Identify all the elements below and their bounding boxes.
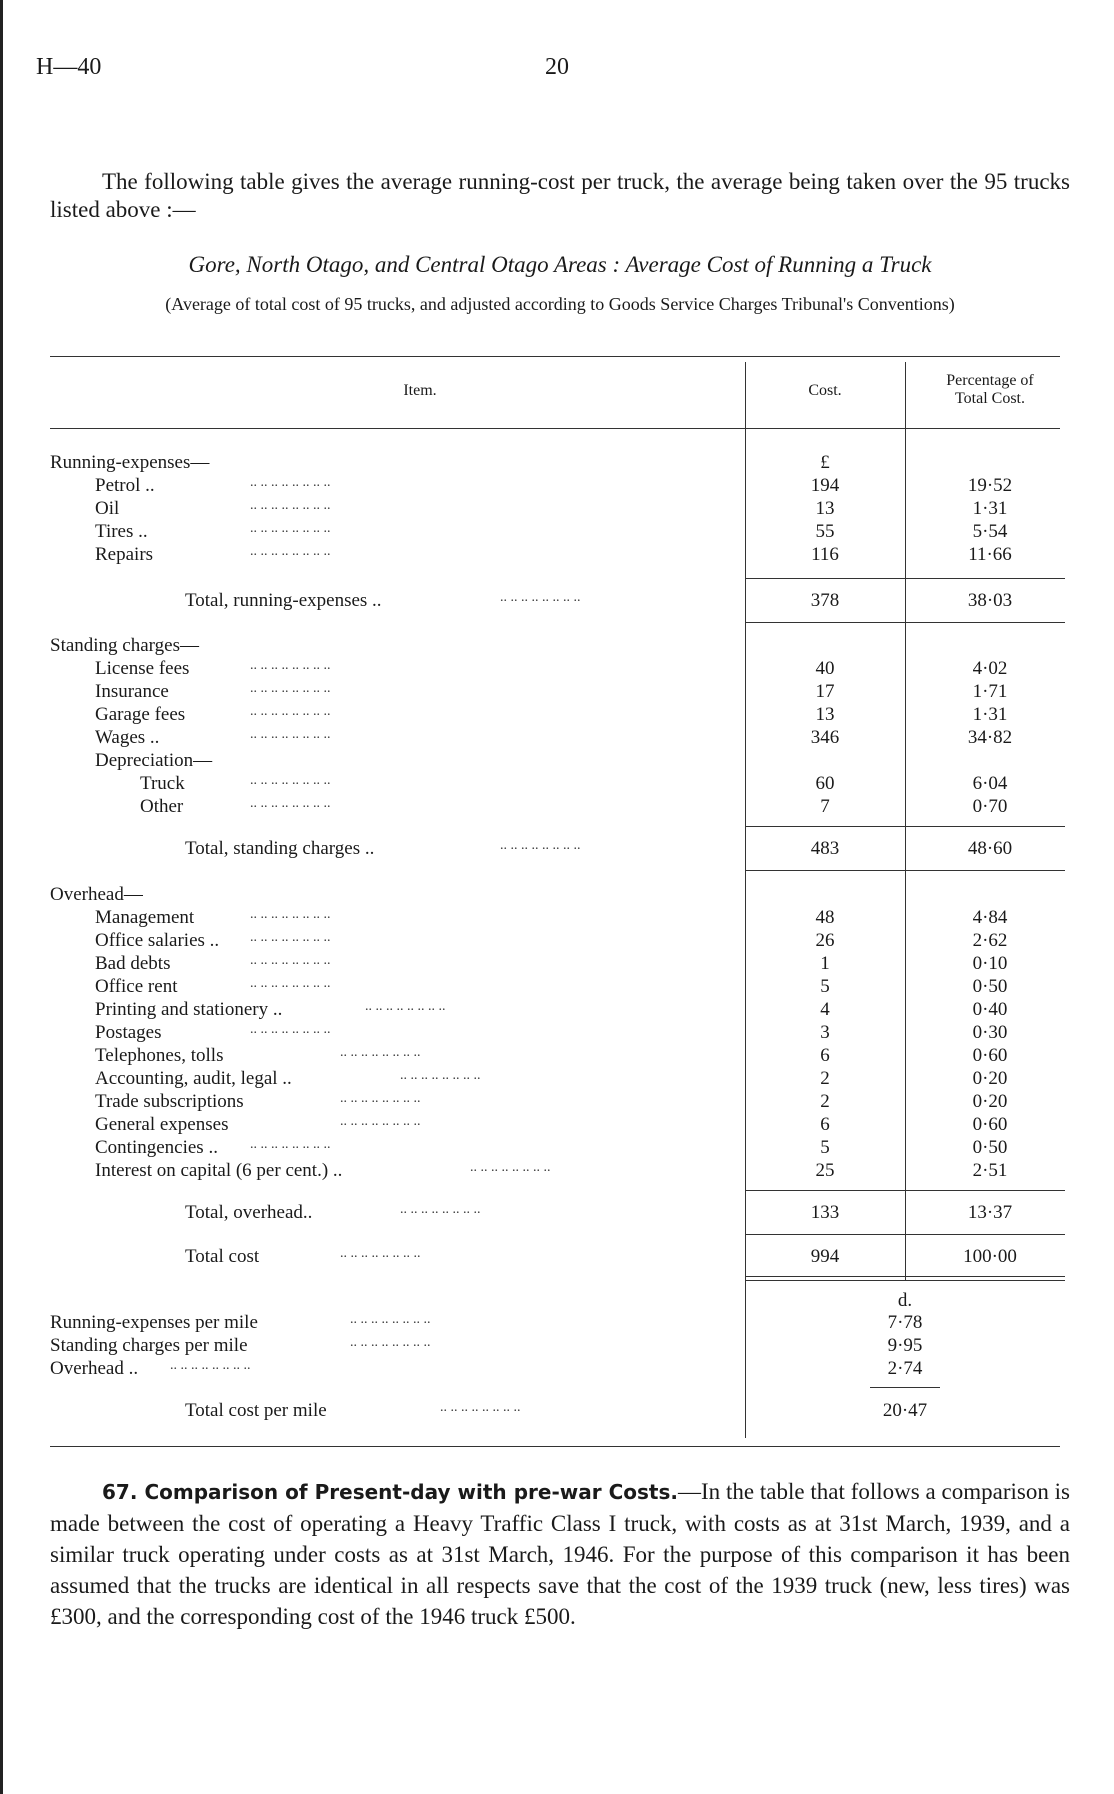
table-bottom-rule [50, 1446, 1060, 1447]
row-cost: 1 [820, 953, 830, 974]
row-cost: 2 [820, 1068, 830, 1089]
row-item: Accounting, audit, legal .. [95, 1068, 292, 1089]
row-pct: 1·71 [972, 681, 1008, 702]
leader-dots: .. .. .. .. .. .. .. .. [250, 953, 331, 968]
grand-total-rule-2 [745, 1280, 1065, 1281]
row-item: Garage fees [95, 704, 186, 725]
section-67-body: —In the table that follows a comparison is made between the cost of operating a Heavy Traffic Class I truck, with costs as at 31st March, 1939, and a similar truck operating under costs as at 31st March, 1946. For the purpose of this comparison it has been assumed that the trucks are identical in all respects save that the cost of the 1939 truck (new, less tires) was £300, and the corresponding cost of the 1946 truck £500. [50, 1479, 1070, 1629]
total-cost: 378 [810, 590, 840, 611]
page-number: 20 [545, 54, 569, 80]
row-pct: 0·60 [972, 1114, 1008, 1135]
row-item: Office salaries .. [95, 930, 220, 951]
per-mile-total: 20·47 [882, 1400, 928, 1421]
leader-dots: .. .. .. .. .. .. .. .. [470, 1160, 551, 1175]
subtotal-rule [745, 826, 1065, 827]
leader-dots: .. .. .. .. .. .. .. .. [250, 727, 331, 742]
table-row [0, 1068, 1114, 1090]
leader-dots: .. .. .. .. .. .. .. .. [365, 999, 446, 1014]
table-row [0, 796, 1114, 818]
cost-column-header: Cost. [808, 382, 842, 399]
leader-dots: .. .. .. .. .. .. .. .. [250, 681, 331, 696]
pct-column-header [905, 372, 1075, 408]
row-cost: 116 [811, 544, 839, 565]
row-item: General expenses [95, 1114, 229, 1135]
row-item: Office rent [95, 976, 178, 997]
table-row [0, 1091, 1114, 1113]
leader-dots: .. .. .. .. .. .. .. .. [250, 475, 331, 490]
table-row [0, 1045, 1114, 1067]
table-row [0, 930, 1114, 952]
table-row [0, 1022, 1114, 1044]
leader-dots: .. .. .. .. .. .. .. .. [250, 658, 331, 673]
row-pct: 4·84 [972, 907, 1008, 928]
table-row [0, 907, 1114, 929]
leader-dots: .. .. .. .. .. .. .. .. [500, 838, 581, 853]
table-row [0, 953, 1114, 975]
leader-dots: .. .. .. .. .. .. .. .. [350, 1312, 431, 1327]
subtotal-rule [745, 622, 1065, 623]
row-pct: 4·02 [972, 658, 1008, 679]
leader-dots: .. .. .. .. .. .. .. .. [340, 1114, 421, 1129]
row-pct: 2·62 [972, 930, 1008, 951]
row-item: Running-expenses per mile [50, 1312, 258, 1333]
per-mile-unit-row [0, 1290, 1114, 1312]
overhead-total-row [0, 1202, 1114, 1224]
row-item: Telephones, tolls [95, 1045, 224, 1066]
row-pct: 34·82 [967, 727, 1013, 748]
leader-dots: .. .. .. .. .. .. .. .. [250, 544, 331, 559]
table-row [0, 521, 1114, 543]
section-67-paragraph [50, 1476, 1070, 1632]
row-cost: 346 [810, 727, 840, 748]
row-item: Repairs [95, 544, 154, 565]
row-pct: 0·50 [972, 976, 1008, 997]
table-row [0, 773, 1114, 795]
overhead-heading-row [0, 884, 1114, 906]
leader-dots: .. .. .. .. .. .. .. .. [400, 1068, 481, 1083]
row-item: Overhead .. [50, 1358, 139, 1379]
currency-symbol: £ [820, 452, 830, 473]
row-item: Other [140, 796, 184, 817]
table-row [0, 1160, 1114, 1182]
leader-dots: .. .. .. .. .. .. .. .. [250, 1022, 331, 1037]
table-row [0, 1137, 1114, 1159]
row-item: Printing and stationery .. [95, 999, 283, 1020]
row-pct: 0·30 [972, 1022, 1008, 1043]
total-cost: 133 [810, 1202, 840, 1223]
subtotal-rule [745, 1234, 1065, 1235]
row-cost: 4 [820, 999, 830, 1020]
subtotal-rule [745, 870, 1065, 871]
row-pct: 0·20 [972, 1091, 1008, 1112]
grand-total-pct: 100·00 [963, 1246, 1017, 1267]
row-cost: 6 [820, 1045, 830, 1066]
leader-dots: .. .. .. .. .. .. .. .. [500, 590, 581, 605]
item-column-header: Item. [403, 382, 437, 399]
row-item: Standing charges per mile [50, 1335, 248, 1356]
row-pct: 0·70 [972, 796, 1008, 817]
per-mile-value: 9·95 [887, 1335, 923, 1356]
leader-dots: .. .. .. .. .. .. .. .. [250, 930, 331, 945]
running-heading: Running-expenses— [50, 452, 210, 473]
header-bottom-rule [50, 428, 1060, 429]
row-item: Postages [95, 1022, 162, 1043]
pct-header-line2: Total Cost. [955, 390, 1025, 407]
row-item: Oil [95, 498, 120, 519]
per-mile-row [0, 1335, 1114, 1357]
grand-total-row [0, 1246, 1114, 1268]
depreciation-heading-row [0, 750, 1114, 772]
table-subtitle: (Average of total cost of 95 trucks, and adjusted according to Goods Service Charges Tribunal's Conventions) [165, 294, 955, 314]
leader-dots: .. .. .. .. .. .. .. .. [340, 1091, 421, 1106]
leader-dots: .. .. .. .. .. .. .. .. [250, 1137, 331, 1152]
per-mile-value: 7·78 [887, 1312, 923, 1333]
row-cost: 194 [810, 475, 840, 496]
total-pct: 48·60 [967, 838, 1013, 859]
leader-dots: .. .. .. .. .. .. .. .. [250, 907, 331, 922]
row-cost: 60 [815, 773, 835, 794]
row-pct: 6·04 [972, 773, 1008, 794]
row-pct: 0·10 [972, 953, 1008, 974]
overhead-heading: Overhead— [50, 884, 143, 905]
pence-unit: d. [897, 1290, 913, 1311]
leader-dots: .. .. .. .. .. .. .. .. [350, 1335, 431, 1350]
leader-dots: .. .. .. .. .. .. .. .. [340, 1246, 421, 1261]
row-cost: 5 [820, 1137, 830, 1158]
leader-dots: .. .. .. .. .. .. .. .. [170, 1358, 251, 1373]
leader-dots: .. .. .. .. .. .. .. .. [250, 704, 331, 719]
table-title: Gore, North Otago, and Central Otago Areas : Average Cost of Running a Truck [188, 252, 932, 277]
row-cost: 6 [820, 1114, 830, 1135]
row-pct: 19·52 [967, 475, 1013, 496]
leader-dots: .. .. .. .. .. .. .. .. [340, 1045, 421, 1060]
total-label: Total, running-expenses .. [185, 590, 382, 611]
row-item: Tires .. [95, 521, 148, 542]
leader-dots: .. .. .. .. .. .. .. .. [250, 976, 331, 991]
row-cost: 55 [815, 521, 835, 542]
row-cost: 13 [815, 498, 835, 519]
section-67-heading: 67. Comparison of Present-day with pre-war Costs. [102, 1480, 678, 1504]
total-label: Total, standing charges .. [185, 838, 375, 859]
row-cost: 17 [815, 681, 835, 702]
row-cost: 5 [820, 976, 830, 997]
report-reference: H—40 [36, 54, 102, 80]
table-row [0, 681, 1114, 703]
row-cost: 26 [815, 930, 835, 951]
row-cost: 3 [820, 1022, 830, 1043]
pct-header-line1: Percentage of [946, 372, 1034, 389]
total-pct: 38·03 [967, 590, 1013, 611]
leader-dots: .. .. .. .. .. .. .. .. [440, 1400, 521, 1415]
row-pct: 0·40 [972, 999, 1008, 1020]
leader-dots: .. .. .. .. .. .. .. .. [250, 498, 331, 513]
per-mile-row [0, 1358, 1114, 1380]
row-pct: 0·60 [972, 1045, 1008, 1066]
table-row [0, 727, 1114, 749]
grand-total-label: Total cost [185, 1246, 260, 1267]
row-pct: 1·31 [972, 498, 1008, 519]
standing-total-row [0, 838, 1114, 860]
row-item: Truck [140, 773, 185, 794]
running-heading-row [0, 452, 1114, 474]
row-pct: 2·51 [972, 1160, 1008, 1181]
standing-heading: Standing charges— [50, 635, 199, 656]
table-row [0, 658, 1114, 680]
row-pct: 11·66 [968, 544, 1012, 565]
leader-dots: .. .. .. .. .. .. .. .. [250, 796, 331, 811]
row-pct: 0·50 [972, 1137, 1008, 1158]
intro-paragraph: The following table gives the average running-cost per truck, the average being taken over the 95 trucks listed above :— [50, 169, 1070, 222]
row-item: Petrol .. [95, 475, 155, 496]
table-row [0, 475, 1114, 497]
row-cost: 7 [820, 796, 830, 817]
depreciation-heading: Depreciation— [95, 750, 213, 771]
subtotal-rule [745, 578, 1065, 579]
total-cost: 483 [810, 838, 840, 859]
row-cost: 13 [815, 704, 835, 725]
row-pct: 0·20 [972, 1068, 1008, 1089]
row-item: Trade subscriptions [95, 1091, 244, 1112]
row-pct: 5·54 [972, 521, 1008, 542]
row-item: License fees [95, 658, 190, 679]
subtotal-rule [745, 1190, 1065, 1191]
row-cost: 48 [815, 907, 835, 928]
per-mile-value: 2·74 [887, 1358, 923, 1379]
table-row [0, 498, 1114, 520]
row-item: Insurance [95, 681, 169, 702]
grand-total-cost: 994 [810, 1246, 840, 1267]
row-cost: 2 [820, 1091, 830, 1112]
table-row [0, 1114, 1114, 1136]
total-label: Total cost per mile [185, 1400, 327, 1421]
row-cost: 25 [815, 1160, 835, 1181]
standing-heading-row [0, 635, 1114, 657]
row-cost: 40 [815, 658, 835, 679]
row-item: Bad debts [95, 953, 171, 974]
per-mile-total-rule [870, 1387, 940, 1388]
row-item: Interest on capital (6 per cent.) .. [95, 1160, 343, 1181]
running-total-row [0, 590, 1114, 612]
table-row [0, 976, 1114, 998]
leader-dots: .. .. .. .. .. .. .. .. [250, 773, 331, 788]
row-item: Management [95, 907, 195, 928]
total-pct: 13·37 [967, 1202, 1013, 1223]
grand-total-rule-1 [745, 1276, 1065, 1277]
table-row [0, 704, 1114, 726]
row-pct: 1·31 [972, 704, 1008, 725]
row-item: Contingencies .. [95, 1137, 218, 1158]
table-top-rule [50, 356, 1060, 357]
per-mile-total-row [0, 1400, 1114, 1422]
row-item: Wages .. [95, 727, 160, 748]
total-label: Total, overhead.. [185, 1202, 313, 1223]
table-row [0, 999, 1114, 1021]
leader-dots: .. .. .. .. .. .. .. .. [250, 521, 331, 536]
table-row [0, 544, 1114, 566]
leader-dots: .. .. .. .. .. .. .. .. [400, 1202, 481, 1217]
per-mile-row [0, 1312, 1114, 1334]
